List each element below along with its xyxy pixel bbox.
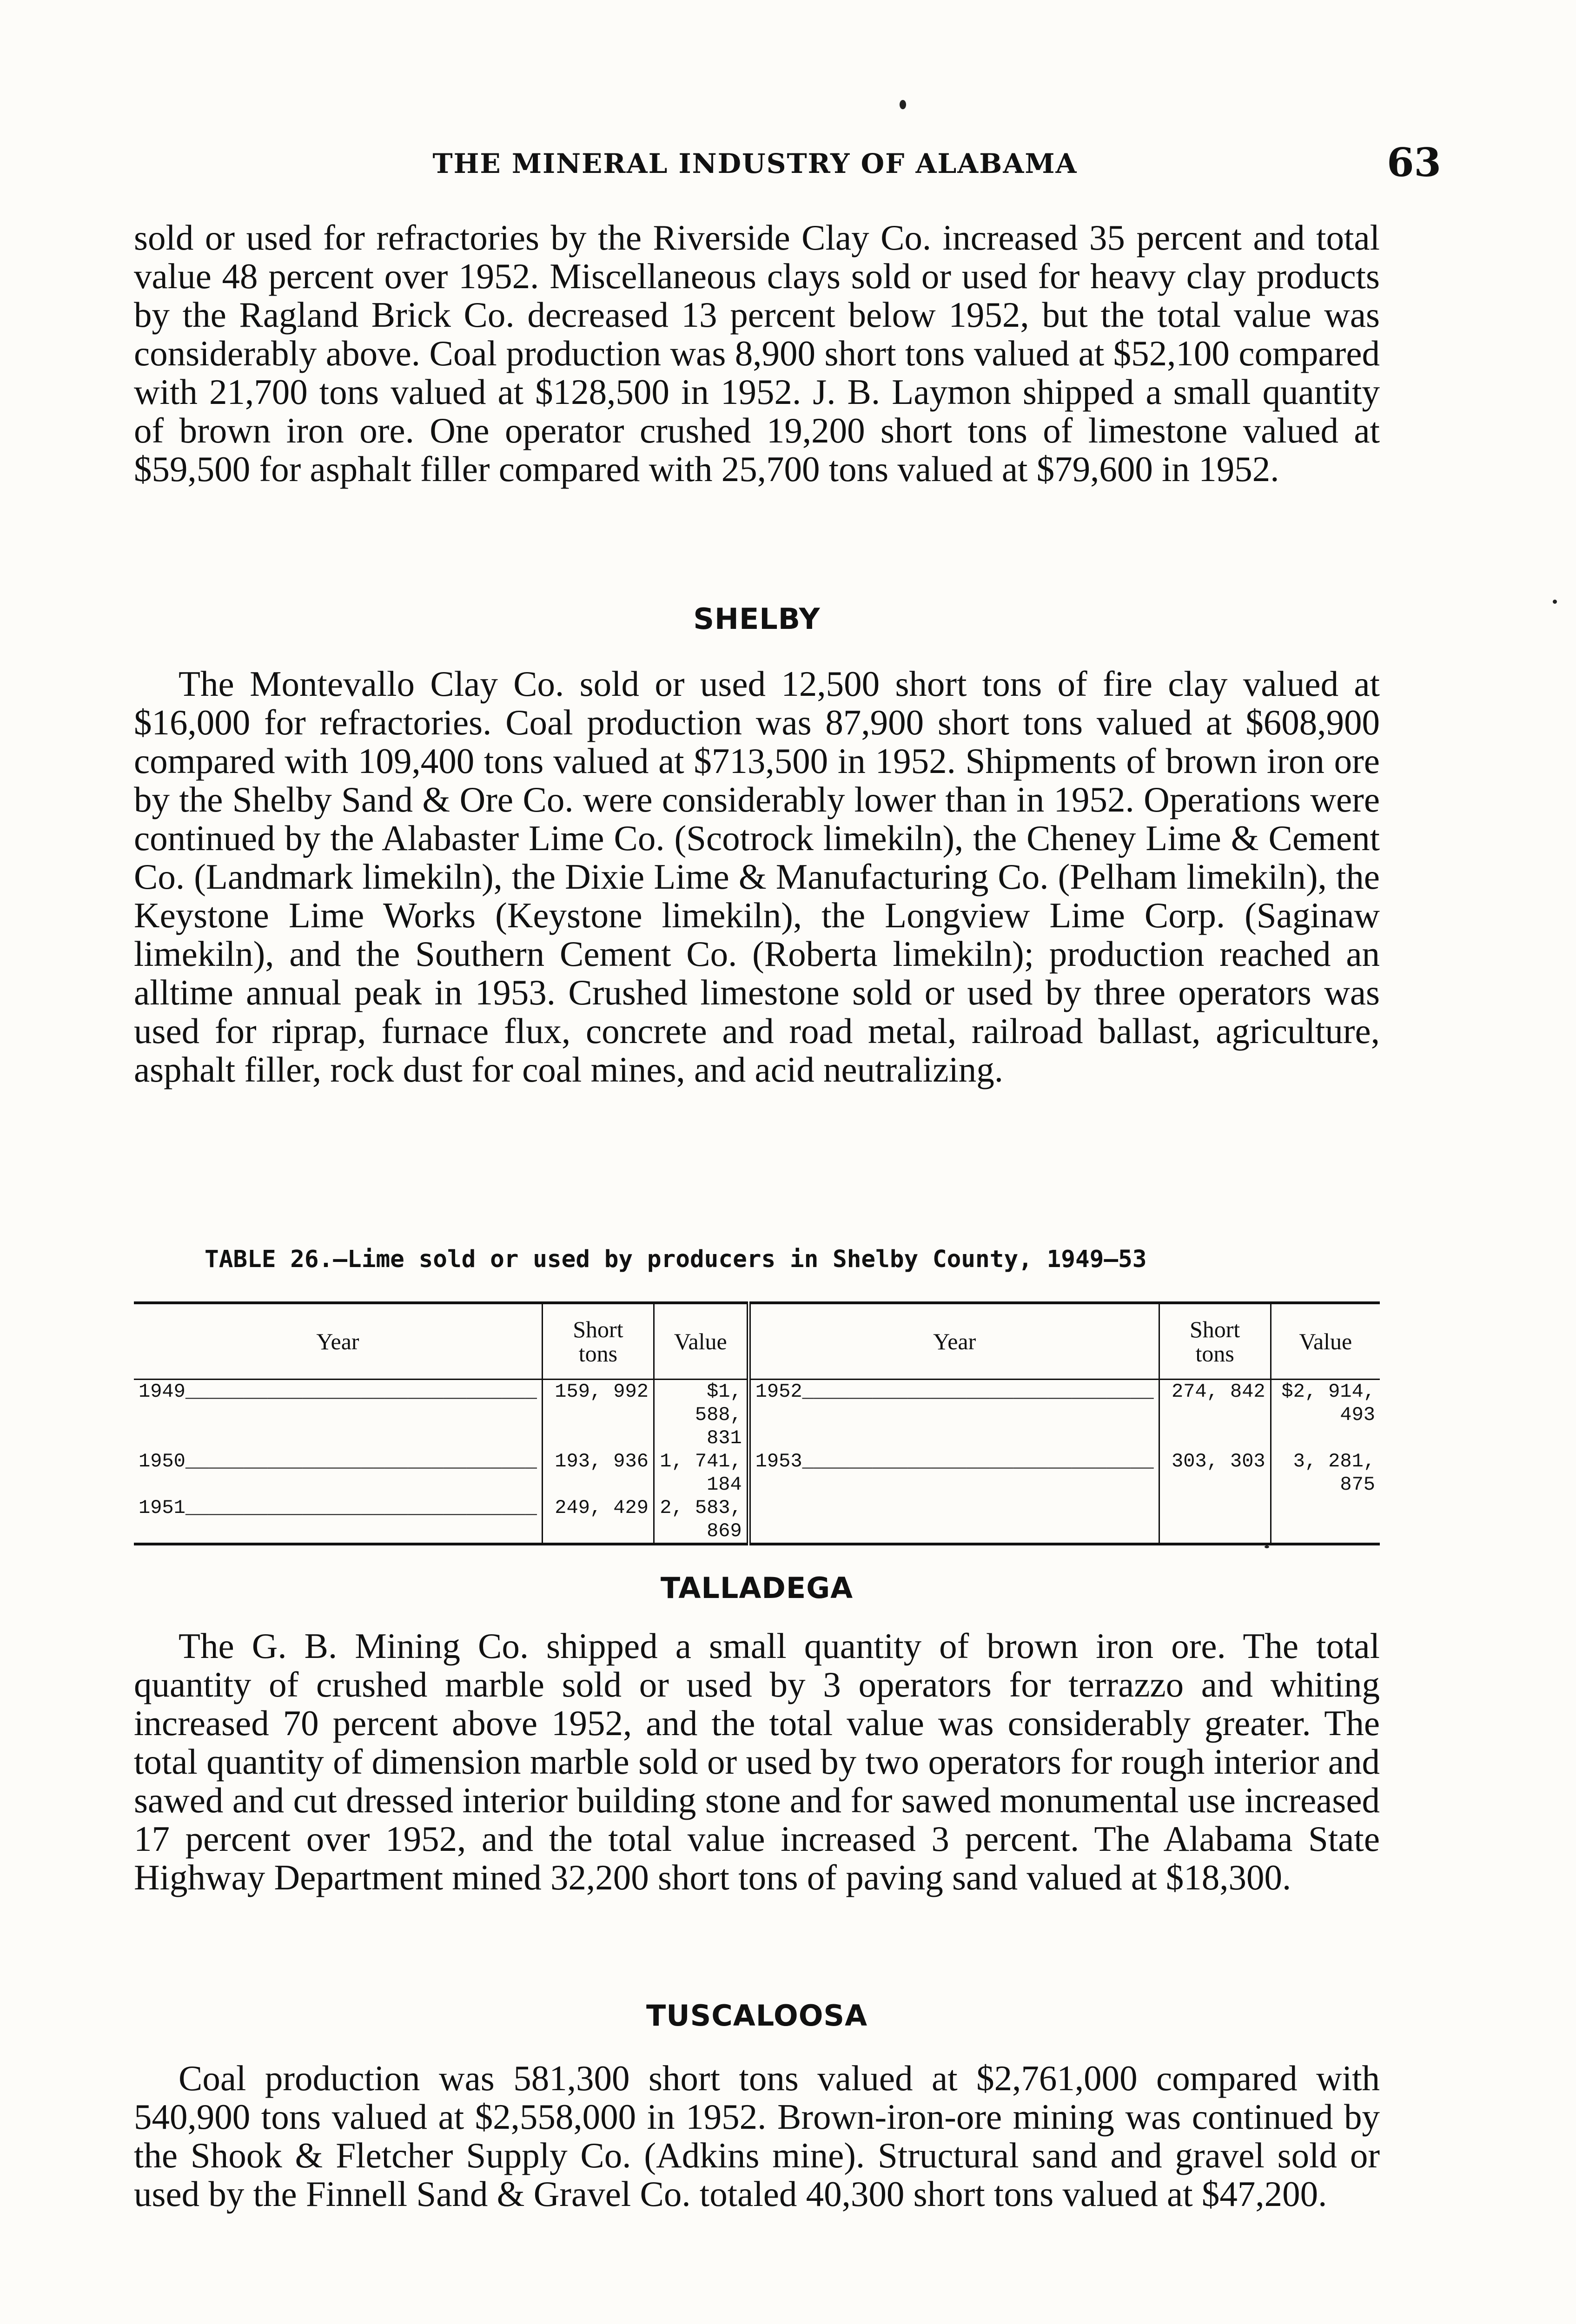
table-cell-year: 1953______________________________ [748, 1450, 1159, 1496]
intro-paragraph: sold or used for refractories by the Riverside Clay Co. increased 35 percent and total value 48 percent over 1952. Miscellaneous clays sold or used for heavy clay products by the Ragland Brick Co. decreased 13 percent below 1952, but the total value was considerably above. Coal production was 8,900 short tons valued at $52,100 compared with 21,700 tons valued at $128,500 in 1952. J. B. Laymon shipped a small quantity of brown iron ore. One operator crushed 19,200 short tons of limestone valued at $59,500 for asphalt filler compared with 25,700 tons valued at $79,600 in 1952. [134, 218, 1380, 489]
table-cell-year [748, 1496, 1159, 1544]
shelby-paragraph-block [134, 665, 1380, 1089]
table-caption: TABLE 26.—Lime sold or used by producers in Shelby County, 1949–53 [205, 1246, 1147, 1273]
table-cell-tons: 303, 303 [1159, 1450, 1271, 1496]
lime-table [134, 1301, 1380, 1545]
running-header [134, 139, 1441, 191]
section-heading-talladega: TALLADEGA [660, 1571, 854, 1605]
running-title: THE MINERAL INDUSTRY OF ALABAMA [432, 148, 1078, 179]
print-speck [1553, 600, 1557, 604]
talladega-paragraph-block [134, 1627, 1380, 1897]
table-cell-year: 1949______________________________ [134, 1380, 542, 1450]
table-cell-tons: 249, 429 [542, 1496, 654, 1544]
table-row [134, 1496, 1380, 1544]
column-header-value: Value [654, 1303, 748, 1380]
short-tons-label-line1: Short [1189, 1316, 1240, 1342]
table-cell-tons: 193, 936 [542, 1450, 654, 1496]
table-cell-value: 2, 583, 869 [654, 1496, 748, 1544]
lime-table-wrapper [134, 1301, 1380, 1545]
tuscaloosa-paragraph-block [134, 2059, 1380, 2213]
table-cell-tons [1159, 1496, 1271, 1544]
talladega-paragraph: The G. B. Mining Co. shipped a small quantity of brown iron ore. The total quantity of crushed marble sold or used by 3 operators for terrazzo and whiting increased 70 percent above 1952, and the total value was considerably greater. The total quantity of dimension marble sold or used by two operators for rough interior and sawed and cut dressed interior building stone and for sawed monumental use increased 17 percent over 1952, and the total value increased 3 percent. The Alabama State Highway Department mined 32,200 short tons of paving sand valued at $18,300. [134, 1626, 1380, 1897]
column-header-year-right: Year [748, 1303, 1159, 1380]
print-speck [1265, 1545, 1269, 1548]
section-heading-shelby: SHELBY [693, 602, 821, 636]
table-cell-tons: 274, 842 [1159, 1380, 1271, 1450]
table-cell-value [1271, 1496, 1380, 1544]
short-tons-label-line2: tons [578, 1340, 618, 1367]
table-row [134, 1450, 1380, 1496]
table-cell-year: 1950______________________________ [134, 1450, 542, 1496]
table-cell-tons: 159, 992 [542, 1380, 654, 1450]
table-cell-value: $2, 914, 493 [1281, 1380, 1375, 1426]
table-header-row [134, 1303, 1380, 1380]
column-header-short-tons [542, 1303, 654, 1380]
column-header-year: Year [134, 1303, 542, 1380]
table-cell-value: 3, 281, 875 [1293, 1450, 1375, 1496]
tuscaloosa-paragraph: Coal production was 581,300 short tons valued at $2,761,000 compared with 540,900 tons valued at $2,558,000 in 1952. Brown-iron-ore mining was continued by the Shook & Fletcher Supply Co. (Adkins mine). Structural sand and gravel sold or used by the Finnell Sand & Gravel Co. totaled 40,300 short tons valued at $47,200. [134, 2058, 1380, 2214]
intro-paragraph-block [134, 218, 1380, 489]
short-tons-label-line1: Short [573, 1316, 623, 1342]
column-header-short-tons-right [1159, 1303, 1271, 1380]
table-cell-year: 1951______________________________ [134, 1496, 542, 1544]
table-cell-value: $1, 588, 831 [654, 1380, 748, 1450]
table-cell-value: 1, 741, 184 [654, 1450, 748, 1496]
table-cell-year: 1952______________________________ [748, 1380, 1159, 1450]
short-tons-label-line2: tons [1195, 1340, 1234, 1367]
section-heading-tuscaloosa: TUSCALOOSA [646, 1999, 868, 2033]
table-row [134, 1380, 1380, 1450]
shelby-paragraph: The Montevallo Clay Co. sold or used 12,500 short tons of fire clay valued at $16,000 for refractories. Coal production was 87,900 short tons valued at $608,900 compared with 109,400 tons valued at $713,500 in 1952. Shipments of brown iron ore by the Shelby Sand & Ore Co. were considerably lower than in 1952. Operations were continued by the Alabaster Lime Co. (Scotrock limekiln), the Cheney Lime & Cement Co. (Landmark limekiln), the Dixie Lime & Manufacturing Co. (Pelham limekiln), the Keystone Lime Works (Keystone limekiln), the Longview Lime Corp. (Saginaw limekiln), and the Southern Cement Co. (Roberta limekiln); production reached an alltime annual peak in 1953. Crushed limestone sold or used by three operators was used for riprap, furnace flux, concrete and road metal, railroad ballast, agriculture, asphalt filler, rock dust for coal mines, and acid neutralizing. [134, 664, 1380, 1089]
print-speck [900, 100, 906, 109]
column-header-value-right: Value [1271, 1303, 1380, 1380]
page-number: 63 [1387, 139, 1441, 185]
